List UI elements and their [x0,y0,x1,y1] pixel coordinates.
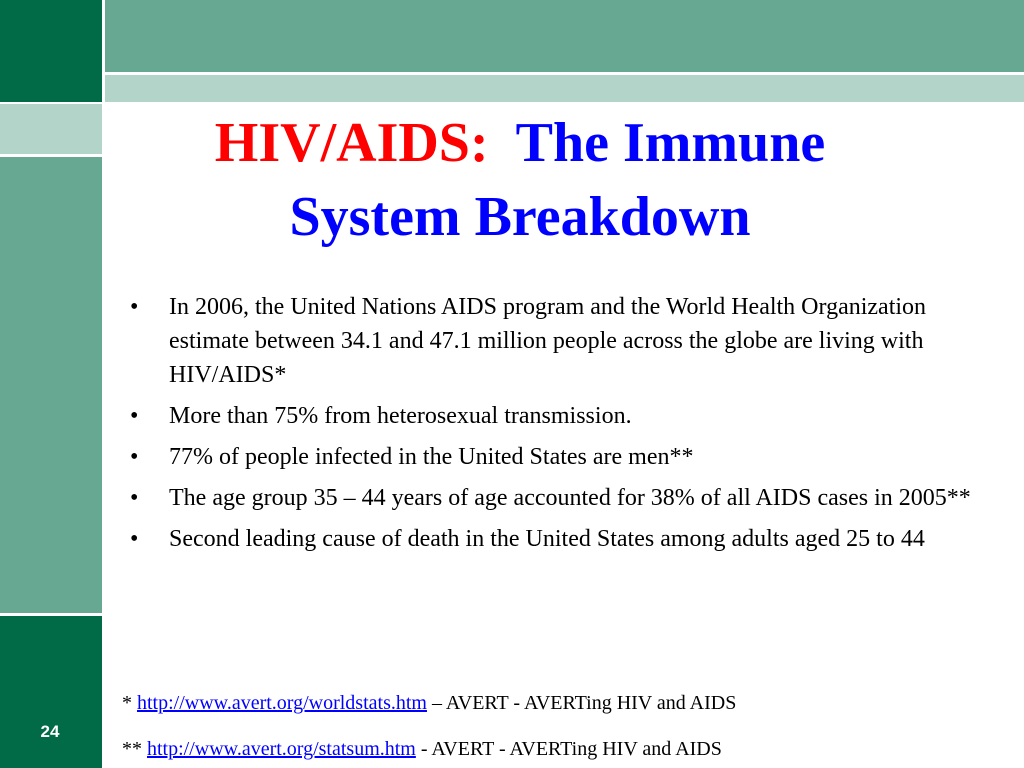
slide-title [120,106,920,254]
title-part-1: HIV/AIDS: [214,112,489,174]
bullet-icon: • [130,485,139,511]
footnote-text: - AVERT - AVERTing HIV and AIDS [420,738,722,760]
left-band-dark-top [0,0,102,102]
left-band-dark-bottom [0,616,102,768]
bullet-icon: • [130,444,139,470]
bullet-list [125,290,985,563]
list-item [125,399,985,433]
bullet-text: The age group 35 – 44 years of age accounted for 38% of all AIDS cases in 2005** [169,485,971,511]
footnote-marker: ** [122,738,142,760]
footnote-link[interactable]: http://www.avert.org/statsum.htm [147,738,416,760]
title-part-2: The Immune [515,112,826,174]
list-item [125,440,985,474]
bullet-icon: • [130,294,139,320]
footnote-text: – AVERT - AVERTing HIV and AIDS [431,692,737,714]
top-band-light [105,75,1024,102]
list-item [125,290,985,392]
bullet-icon: • [130,526,139,552]
footnote-link[interactable]: http://www.avert.org/worldstats.htm [137,692,427,714]
top-band-medium [105,0,1024,72]
footnote-1 [122,692,736,715]
title-part-3: System Breakdown [289,186,751,248]
bullet-text: In 2006, the United Nations AIDS program and the World Health Organization estimate between 34.1 and 47.1 million people across the globe are living with HIV/AIDS* [169,294,927,388]
bullet-text: Second leading cause of death in the United States among adults aged 25 to 44 [169,526,925,552]
bullet-text: 77% of people infected in the United States are men** [169,444,694,470]
bullet-text: More than 75% from heterosexual transmission. [169,403,632,429]
left-band-medium [0,157,102,613]
page-number: 24 [40,722,60,741]
footnote-2 [122,738,722,761]
left-band-light [0,104,102,154]
list-item [125,522,985,556]
bullet-icon: • [130,403,139,429]
list-item [125,481,985,515]
footnote-marker: * [122,692,132,714]
